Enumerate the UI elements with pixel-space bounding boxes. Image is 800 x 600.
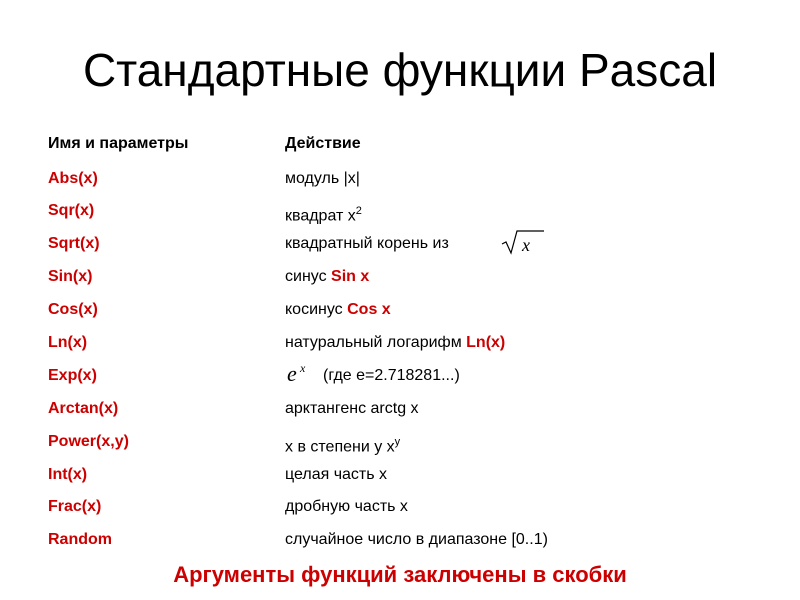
table-row (0, 299, 800, 331)
function-action: натуральный логарифм Ln(x) (285, 334, 506, 351)
function-name: Power(x,y) (48, 433, 129, 450)
sqrt-formula-image (500, 227, 546, 257)
table-row (0, 168, 800, 200)
function-action: целая часть x (285, 466, 388, 483)
function-name: Int(x) (48, 466, 88, 483)
function-action: дробную часть x (285, 498, 408, 515)
superscript: y (394, 436, 401, 448)
table-row (0, 332, 800, 364)
function-action: x в степени y $x^y$ (285, 436, 401, 456)
table-row (0, 496, 800, 528)
table-row (0, 398, 800, 430)
svg-text:x: x (522, 235, 530, 255)
highlight-text: Cos x (347, 301, 391, 318)
table-row (0, 233, 800, 265)
table-row (0, 464, 800, 496)
function-action: квадрат $x^2$ (285, 205, 362, 225)
function-action: случайное число в диапазоне [0..1) (285, 531, 548, 548)
function-name: Frac(x) (48, 498, 102, 515)
function-action: модуль |x| (285, 170, 360, 187)
function-name: Sqr(x) (48, 202, 95, 219)
table-row (0, 200, 800, 232)
footer-note: Аргументы функций заключены в скобки (173, 562, 627, 587)
function-action: квадратный корень из (285, 235, 449, 252)
table-row (0, 361, 800, 397)
svg-text:e: e (287, 361, 297, 386)
function-action: косинус Cos x (285, 301, 391, 318)
function-action: синус Sin x (285, 268, 370, 285)
function-name: Random (48, 531, 112, 548)
function-name: Arctan(x) (48, 400, 119, 417)
svg-text:x: x (300, 361, 306, 375)
table-row (0, 529, 800, 561)
function-action: арктангенс arctg x (285, 400, 419, 417)
column-header-name: Имя и параметры (48, 135, 189, 152)
highlight-text: Sin x (331, 268, 370, 285)
function-name: Sin(x) (48, 268, 93, 285)
function-name: Exp(x) (48, 367, 97, 384)
table-row (0, 266, 800, 298)
function-name: Sqrt(x) (48, 235, 100, 252)
function-name: Cos(x) (48, 301, 98, 318)
highlight-text: Ln(x) (466, 334, 506, 351)
table-row (0, 431, 800, 463)
function-name: Abs(x) (48, 170, 98, 187)
function-action: (где e=2.718281...) (323, 367, 460, 384)
column-header-action: Действие (285, 135, 361, 152)
exp-formula-image (285, 361, 325, 389)
function-name: Ln(x) (48, 334, 88, 351)
page-title: Стандартные функции Pascal (82, 44, 718, 96)
superscript: 2 (355, 205, 362, 217)
